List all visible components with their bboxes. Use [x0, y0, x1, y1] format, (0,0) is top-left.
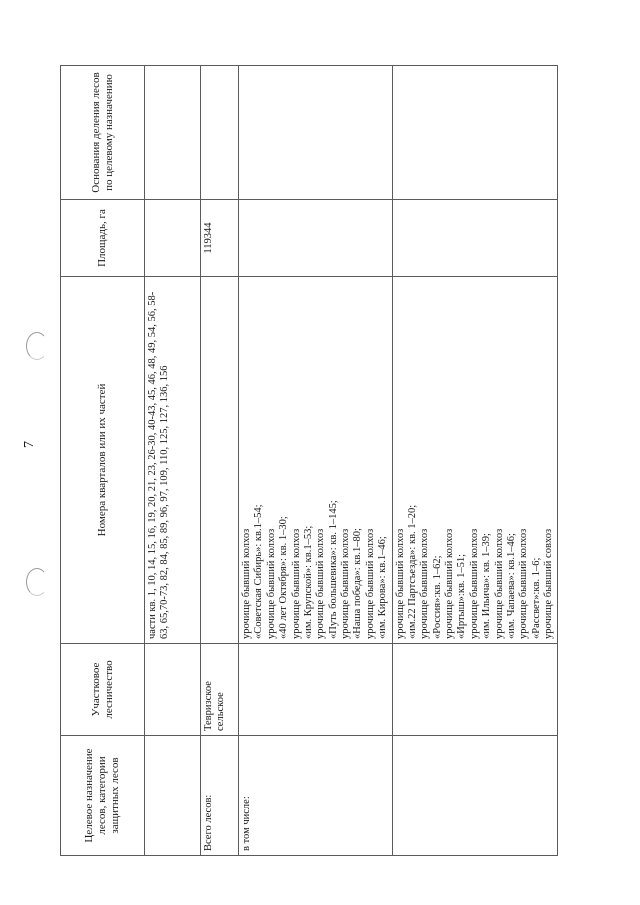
- cell-area: [145, 200, 201, 277]
- quarter-line: урочище бывший колхоз: [241, 528, 252, 639]
- punch-hole-mark: [26, 568, 48, 596]
- rotated-table-container: [60, 66, 554, 856]
- punch-hole-mark: [26, 332, 48, 360]
- table-row: [392, 66, 558, 856]
- header-area: Площадь, га: [61, 200, 145, 277]
- quarter-line: урочище бывший колхоз: [290, 528, 302, 639]
- quarter-line: урочище бывший колхоз: [419, 528, 431, 639]
- table-row: [145, 66, 201, 856]
- quarter-line: «Россия»:кв. 1–62;: [431, 555, 443, 639]
- forest-purpose-table: [60, 65, 558, 856]
- quarter-line: урочище бывший совхоз: [543, 528, 554, 639]
- cell-district: Тевризское сельское: [201, 644, 239, 736]
- cell-area: [392, 200, 558, 277]
- quarter-line: «Советская Сибирь»: кв.1–54;: [253, 504, 265, 639]
- cell-district: [145, 644, 201, 736]
- quarter-line: урочище бывший колхоз: [340, 528, 351, 639]
- quarter-line: «им. Чапаева»: кв.1–46;: [505, 533, 517, 639]
- quarter-line: урочище бывший колхоз: [364, 528, 376, 639]
- cell-basis: [239, 66, 393, 200]
- cell-quarters: части кв. 1, 10, 14, 15, 16, 19, 20, 21, 23, 26-30, 40-43, 45, 46, 48, 49, 54, 56, 58-63, 65,70-73, 82, 84, 85, 89, 96, 97, 109, 110, 125, 127, 136, 156: [145, 277, 201, 644]
- cell-basis: [145, 66, 201, 200]
- cell-area: 119344: [201, 200, 239, 277]
- quarter-line: «им. Кирова»: кв.1–46;: [377, 536, 389, 639]
- quarter-line: урочище бывший колхоз: [394, 528, 406, 639]
- quarter-line: урочище бывший колхоз: [468, 528, 480, 639]
- cell-quarters: [201, 277, 239, 644]
- cell-basis: [392, 66, 558, 200]
- quarter-line: «Наша победа»: кв.1–80;: [352, 528, 364, 639]
- cell-district: [392, 644, 558, 736]
- cell-quarters: [239, 277, 393, 644]
- cell-purpose: Всего лесов:: [201, 736, 239, 856]
- cell-district: [239, 644, 393, 736]
- header-district: Участковое лесничество: [61, 644, 145, 736]
- cell-purpose: [392, 736, 558, 856]
- cell-purpose: в том числе:: [239, 736, 393, 856]
- quarter-line: «им. Ильича»: кв. 1–39;: [481, 533, 493, 639]
- quarter-line: «Иртыш»:кв. 1–51;: [456, 553, 468, 639]
- table-row: [201, 66, 239, 856]
- table-header-row: [61, 66, 145, 856]
- cell-purpose: [145, 736, 201, 856]
- cell-basis: [201, 66, 239, 200]
- header-quarters: Номера кварталов или их частей: [61, 277, 145, 644]
- quarter-line: урочище бывший колхоз: [315, 528, 327, 639]
- cell-area: [239, 200, 393, 277]
- table-row: [239, 66, 393, 856]
- header-purpose: Целевое назначение лесов, категории защитных лесов: [61, 736, 145, 856]
- quarter-line: «40 лет Октября»: кв. 1–30;: [278, 516, 290, 639]
- quarter-line: «Путь большевика»: кв. 1–145;: [327, 500, 339, 639]
- quarter-line: «Рассвет»:кв. 1–6;: [530, 557, 542, 639]
- page-number: 7: [22, 441, 37, 448]
- quarter-line: «им.22 Партсъезда»: кв. 1–20;: [406, 504, 418, 639]
- quarter-line: «им. Крупской»: кв.1–53;: [302, 525, 314, 639]
- header-basis: Основания деления лесов по целевому назначению: [61, 66, 145, 200]
- quarter-line: урочище бывший колхоз: [493, 528, 505, 639]
- quarter-line: урочище бывший колхоз: [518, 528, 530, 639]
- cell-quarters: [392, 277, 558, 644]
- quarter-line: урочище бывший колхоз: [265, 528, 277, 639]
- quarter-line: урочище бывший колхоз: [444, 528, 455, 639]
